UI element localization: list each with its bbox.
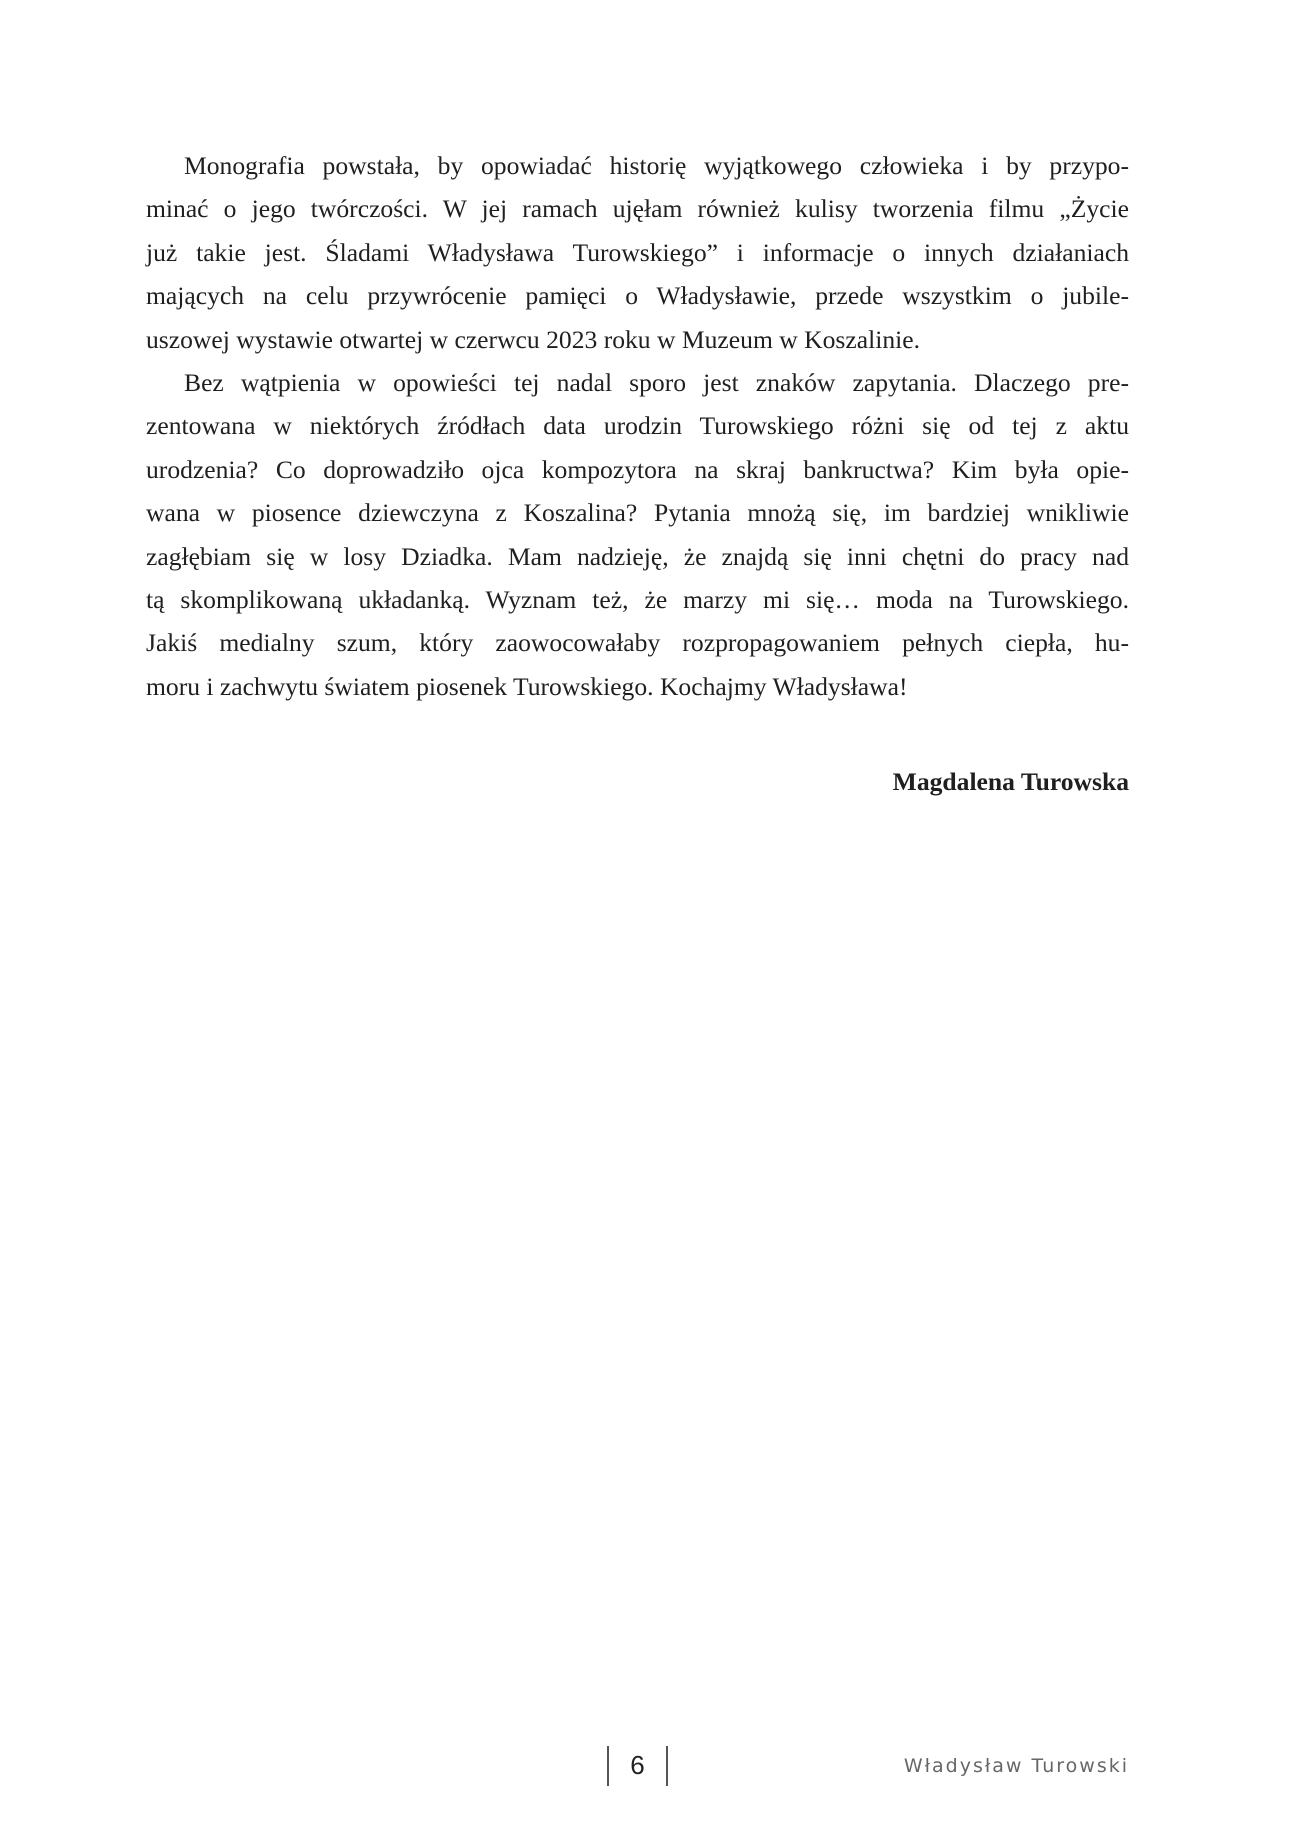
footer-divider-right [666,1746,668,1786]
author-signature: Magdalena Turowska [892,767,1129,796]
running-title: Władysław Turowski [903,1755,1129,1777]
text-line: mających na celu przywrócenie pamięci o Władysławie, przede wszystkim o jubile- [146,281,1129,311]
text-line: zentowana w niektórych źródłach data urodzin Turowskiego różni się od tej z aktu [146,411,1129,441]
text-line: uszowej wystawie otwartej w czerwcu 2023 roku w Muzeum w Koszalinie. [146,324,920,354]
paragraph-2 [146,361,1129,708]
text-line: Jakiś medialny szum, który zaowocowałaby rozpropagowaniem pełnych ciepła, hu- [146,628,1129,658]
text-line: moru i zachwytu światem piosenek Turowskiego. Kochajmy Władysława! [146,671,908,701]
paragraph-1 [146,144,1129,361]
text-line: urodzenia? Co doprowadziło ojca kompozytora na skraj bankructwa? Kim była opie- [146,454,1129,484]
text-line: tą skomplikowaną układanką. Wyznam też, że marzy mi się… moda na Turowskiego. [146,584,1129,614]
text-line: wana w piosence dziewczyna z Koszalina? Pytania mnożą się, im bardziej wnikliwie [146,498,1129,528]
body-text [146,144,1129,708]
text-line: już takie jest. Śladami Władysława Turowskiego” i informacje o innych działaniach [146,237,1129,267]
page-footer [0,1744,1300,1786]
page-number: 6 [630,1750,645,1780]
text-line: zagłębiam się w losy Dziadka. Mam nadzieję, że znajdą się inni chętni do pracy nad [146,541,1129,571]
text-line: minać o jego twórczości. W jej ramach ujęłam również kulisy tworzenia filmu „Życie [146,194,1129,224]
text-line: Monografia powstała, by opowiadać historię wyjątkowego człowieka i by przypo- [184,151,1129,180]
text-line: Bez wątpienia w opowieści tej nadal sporo jest znaków zapytania. Dlaczego pre- [184,367,1129,397]
